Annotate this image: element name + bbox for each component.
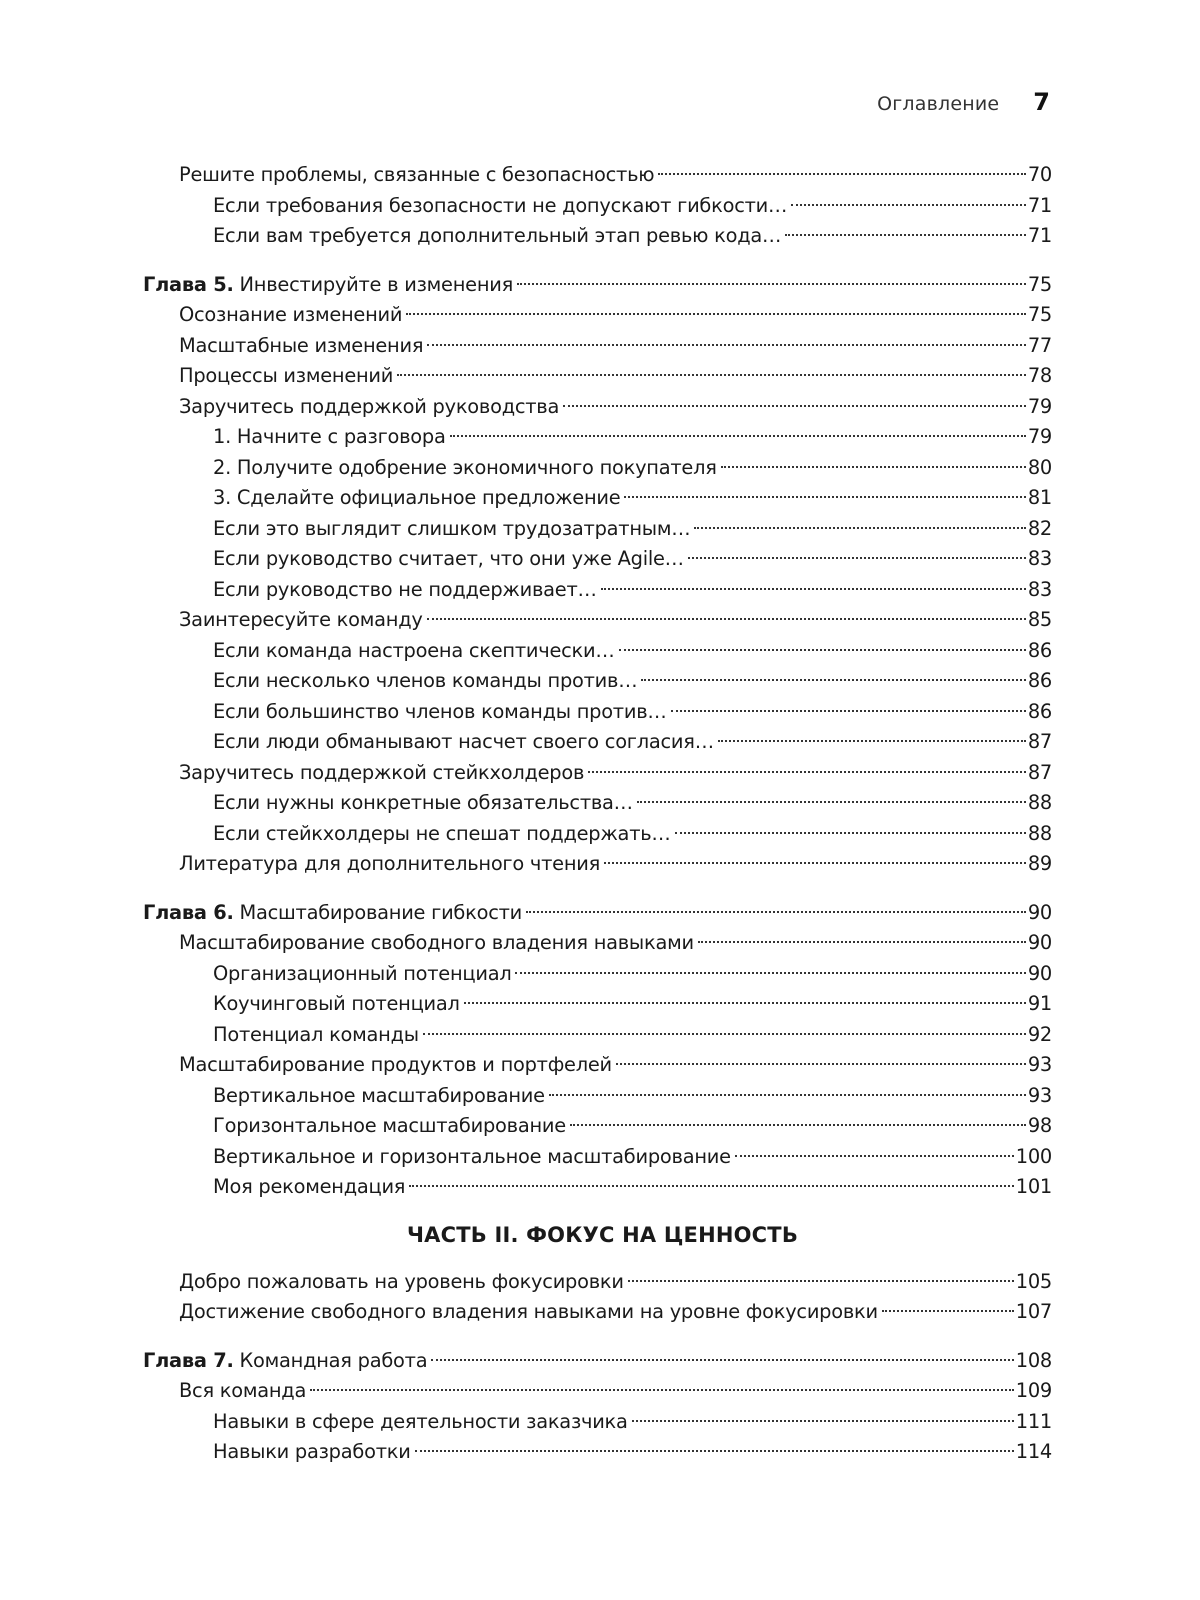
toc-entry-label: Организационный потенциал <box>213 961 512 985</box>
toc-entry-page: 86 <box>1027 669 1052 692</box>
toc-entry-page: 83 <box>1027 577 1052 601</box>
dot-leader <box>427 344 1026 346</box>
toc-entry-page: 98 <box>1027 1114 1052 1137</box>
dot-leader <box>427 618 1026 620</box>
toc-entry-label: 2. Получите одобрение экономичного покупателя <box>213 455 717 479</box>
toc-entry-label: Решите проблемы, связанные с безопасностью <box>179 163 655 186</box>
dot-leader <box>882 1310 1014 1312</box>
dot-leader <box>698 941 1026 943</box>
dot-leader <box>604 862 1026 864</box>
toc-entry[interactable] <box>143 666 1052 697</box>
dot-leader <box>791 204 1026 206</box>
toc-entry[interactable] <box>143 191 1052 222</box>
dot-leader <box>671 710 1026 712</box>
toc-entry-page: 87 <box>1027 760 1052 784</box>
toc-group <box>143 928 1052 1203</box>
dot-leader <box>423 1033 1026 1035</box>
toc-entry[interactable] <box>143 1020 1052 1051</box>
toc-entry[interactable] <box>143 819 1052 850</box>
toc-group <box>143 160 1052 252</box>
dot-leader <box>310 1389 1014 1391</box>
dot-leader <box>526 911 1026 913</box>
dot-leader <box>517 283 1026 285</box>
toc-entry-label: Литература для дополнительного чтения <box>179 852 601 875</box>
toc-entry-label <box>143 898 522 929</box>
dot-leader <box>694 527 1025 529</box>
dot-leader <box>624 496 1025 498</box>
toc-entry-page: 79 <box>1027 394 1052 418</box>
dot-leader <box>616 1063 1026 1065</box>
dot-leader <box>735 1155 1014 1157</box>
toc-entry-page: 114 <box>1015 1440 1052 1463</box>
dot-leader <box>619 649 1026 651</box>
toc-entry-label: Заинтересуйте команду <box>179 608 423 631</box>
toc-entry-label: Если команда настроена скептически… <box>213 638 615 662</box>
dot-leader <box>450 435 1026 437</box>
toc-entry-label <box>143 270 513 301</box>
toc-entry-page: 108 <box>1015 1348 1052 1372</box>
toc-entry-label: Если несколько членов команды против… <box>213 669 638 692</box>
toc-entry[interactable] <box>143 788 1052 819</box>
toc-entry-page: 93 <box>1027 1083 1052 1107</box>
toc-entry-page: 78 <box>1027 364 1052 387</box>
toc-entry-label: Если стейкхолдеры не спешат поддержать… <box>213 821 671 845</box>
toc-entry[interactable] <box>143 758 1052 789</box>
toc-entry-page: 90 <box>1027 931 1052 954</box>
toc-entry[interactable] <box>143 1172 1052 1203</box>
toc-entry-label: 1. Начните с разговора <box>213 425 446 448</box>
toc-entry[interactable] <box>143 483 1052 514</box>
toc-entry-page: 101 <box>1015 1175 1052 1198</box>
toc-entry-label: Навыки разработки <box>213 1440 411 1463</box>
toc-entry[interactable] <box>143 544 1052 575</box>
toc-entry-page: 70 <box>1027 163 1052 186</box>
toc-entry-page: 91 <box>1027 992 1052 1015</box>
toc-entry-label: Масштабирование свободного владения навыками <box>179 931 694 954</box>
toc-entry[interactable] <box>143 1142 1052 1173</box>
dot-leader <box>601 588 1026 590</box>
dot-leader <box>515 972 1025 974</box>
toc-entry-page: 100 <box>1015 1144 1052 1168</box>
toc-entry-page: 88 <box>1027 821 1052 845</box>
toc-entry[interactable] <box>143 453 1052 484</box>
toc-entry[interactable] <box>143 1437 1052 1468</box>
toc-entry-page: 88 <box>1027 791 1052 814</box>
toc-entry-label: Масштабирование продуктов и портфелей <box>179 1053 612 1076</box>
toc-entry-page: 90 <box>1027 900 1052 924</box>
toc-entry-page: 82 <box>1027 516 1052 540</box>
toc-entry-label: Коучинговый потенциал <box>213 992 460 1015</box>
toc-entry-label: Если нужны конкретные обязательства… <box>213 791 633 814</box>
toc-entry-label: Вертикальное масштабирование <box>213 1083 545 1107</box>
toc-entry-label: Процессы изменений <box>179 364 394 387</box>
chapter-prefix: Глава 6. <box>143 900 234 924</box>
toc-entry-page: 90 <box>1027 961 1052 985</box>
toc-entry-page: 79 <box>1027 425 1052 448</box>
dot-leader <box>409 1185 1014 1187</box>
toc-entry-label: Осознание изменений <box>179 303 403 326</box>
toc-entry[interactable] <box>143 959 1052 990</box>
toc-entry[interactable] <box>143 392 1052 423</box>
chapter-title: Масштабирование гибкости <box>233 900 523 924</box>
chapter-6-entry[interactable] <box>143 898 1052 929</box>
toc-entry[interactable] <box>143 422 1052 453</box>
toc-entry[interactable] <box>143 514 1052 545</box>
toc-entry[interactable] <box>143 1267 1052 1298</box>
part-heading: ЧАСТЬ II. ФОКУС НА ЦЕННОСТЬ <box>406 1222 799 1247</box>
toc-entry-label: Навыки в сфере деятельности заказчика <box>213 1409 628 1433</box>
toc-entry-page: 83 <box>1027 547 1052 570</box>
toc-entry-label: Если люди обманывают насчет своего согласия… <box>213 730 714 753</box>
toc-entry-label: Заручитесь поддержкой руководства <box>179 394 560 418</box>
running-head <box>877 88 1050 116</box>
toc-entry-label: Вертикальное и горизонтальное масштабирование <box>213 1144 731 1168</box>
dot-leader <box>464 1002 1026 1004</box>
dot-leader <box>688 557 1026 559</box>
toc-entry-page: 75 <box>1027 272 1052 296</box>
toc-entry-label: Если руководство считает, что они уже Agile… <box>213 547 684 570</box>
toc-entry[interactable] <box>143 697 1052 728</box>
toc-entry-label: Если большинство членов команды против… <box>213 699 667 723</box>
toc-entry-page: 86 <box>1027 638 1052 662</box>
dot-leader <box>415 1450 1014 1452</box>
toc-group <box>143 1376 1052 1468</box>
toc-group <box>143 300 1052 880</box>
dot-leader <box>718 740 1026 742</box>
toc-entry-page: 71 <box>1027 193 1052 217</box>
dot-leader <box>570 1124 1026 1126</box>
toc-entry[interactable] <box>143 1297 1052 1328</box>
toc-entry-label: Заручитесь поддержкой стейкхолдеров <box>179 760 585 784</box>
dot-leader <box>549 1094 1026 1096</box>
chapter-title: Командная работа <box>233 1348 428 1372</box>
dot-leader <box>675 832 1026 834</box>
toc-entry-page: 109 <box>1015 1379 1052 1402</box>
running-head-title: Оглавление <box>877 93 1000 115</box>
toc-group <box>143 1267 1052 1328</box>
toc-entry-label: Если руководство не поддерживает… <box>213 577 597 601</box>
toc-entry[interactable] <box>143 1407 1052 1438</box>
dot-leader <box>658 173 1025 175</box>
toc-entry-label: Если требования безопасности не допускают гибкости… <box>213 193 788 217</box>
toc-entry-label: Достижение свободного владения навыками на уровне фокусировки <box>179 1300 878 1323</box>
toc-entry-page: 71 <box>1027 224 1052 247</box>
toc-entry-page: 80 <box>1027 455 1052 479</box>
toc-entry[interactable] <box>143 300 1052 331</box>
toc-entry-page: 89 <box>1027 852 1052 875</box>
toc-entry[interactable] <box>143 1376 1052 1407</box>
toc-entry[interactable] <box>143 636 1052 667</box>
table-of-contents <box>143 160 1052 1468</box>
toc-entry-page: 81 <box>1027 486 1052 509</box>
toc-entry-label: Если это выглядит слишком трудозатратным… <box>213 516 691 540</box>
toc-entry[interactable] <box>143 575 1052 606</box>
toc-entry-label: Вся команда <box>179 1379 307 1402</box>
dot-leader <box>588 771 1026 773</box>
toc-entry-label: Моя рекомендация <box>213 1175 406 1198</box>
chapter-7-entry[interactable] <box>143 1346 1052 1377</box>
toc-entry-page: 77 <box>1027 333 1052 357</box>
toc-entry[interactable] <box>143 1111 1052 1142</box>
toc-entry[interactable] <box>143 160 1052 191</box>
toc-entry-page: 85 <box>1027 608 1052 631</box>
toc-entry-label <box>143 1346 427 1377</box>
chapter-prefix: Глава 7. <box>143 1348 234 1372</box>
toc-entry[interactable] <box>143 221 1052 252</box>
dot-leader <box>628 1280 1014 1282</box>
dot-leader <box>632 1420 1014 1422</box>
toc-entry-page: 86 <box>1027 699 1052 723</box>
toc-entry-label: Горизонтальное масштабирование <box>213 1114 566 1137</box>
toc-entry[interactable] <box>143 605 1052 636</box>
dot-leader <box>563 405 1026 407</box>
toc-entry-label: Масштабные изменения <box>179 333 424 357</box>
dot-leader <box>637 801 1026 803</box>
dot-leader <box>406 313 1026 315</box>
toc-entry[interactable] <box>143 727 1052 758</box>
dot-leader <box>431 1359 1013 1361</box>
toc-entry-label: Добро пожаловать на уровень фокусировки <box>179 1269 624 1293</box>
toc-entry-page: 87 <box>1027 730 1052 753</box>
toc-entry-page: 111 <box>1015 1409 1052 1433</box>
toc-entry-page: 105 <box>1015 1269 1052 1293</box>
dot-leader <box>785 234 1026 236</box>
toc-entry-label: Потенциал команды <box>213 1022 419 1046</box>
dot-leader <box>397 374 1026 376</box>
toc-entry-label: Если вам требуется дополнительный этап ревью кода… <box>213 224 782 247</box>
toc-entry[interactable] <box>143 928 1052 959</box>
toc-entry[interactable] <box>143 989 1052 1020</box>
chapter-prefix: Глава 5. <box>143 272 234 296</box>
toc-entry-label: 3. Сделайте официальное предложение <box>213 486 621 509</box>
page-number: 7 <box>1033 88 1050 116</box>
toc-entry-page: 107 <box>1015 1300 1052 1323</box>
chapter-title: Инвестируйте в изменения <box>233 272 514 296</box>
toc-entry[interactable] <box>143 361 1052 392</box>
toc-entry[interactable] <box>143 1050 1052 1081</box>
toc-entry-page: 75 <box>1027 303 1052 326</box>
toc-entry[interactable] <box>143 849 1052 880</box>
toc-entry-page: 92 <box>1027 1022 1052 1046</box>
dot-leader <box>721 466 1026 468</box>
toc-entry-page: 93 <box>1027 1053 1052 1076</box>
toc-entry[interactable] <box>143 1081 1052 1112</box>
chapter-5-entry[interactable] <box>143 270 1052 301</box>
toc-entry[interactable] <box>143 331 1052 362</box>
dot-leader <box>641 679 1025 681</box>
